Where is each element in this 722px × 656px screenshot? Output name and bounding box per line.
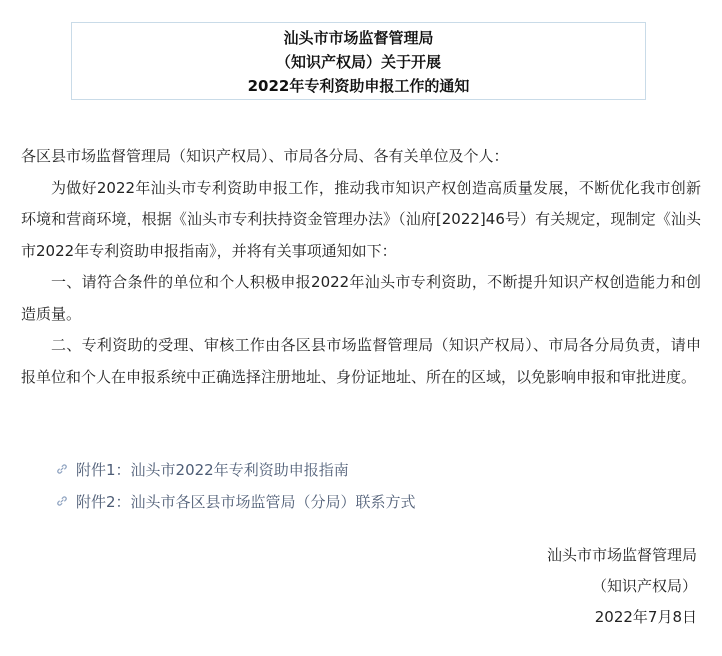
attachment-list — [55, 453, 675, 517]
signature-org-line-1: 汕头市市场监督管理局 — [546, 546, 697, 564]
attachment-label-2[interactable]: 附件2：汕头市各区县市场监管局（分局）联系方式 — [76, 492, 416, 511]
salutation: 各区县市场监督管理局（知识产权局）、市局各分局、各有关单位及个人： — [21, 147, 509, 165]
notice-title-box — [71, 22, 646, 100]
body-paragraph-intro: 为做好2022年汕头市专利资助申报工作，推动我市知识产权创造高质量发展，不断优化我市创新环境和营商环境，根据《汕头市专利扶持资金管理办法》（汕府[2022]46号）有关规定，现制定《汕头市2022年专利资助申报指南》，并将有关事项通知如下： — [21, 178, 701, 260]
title-line-2: （知识产权局）关于开展 — [275, 53, 441, 71]
link-icon — [55, 494, 69, 508]
notice-body — [21, 141, 701, 393]
link-icon — [55, 462, 69, 476]
attachment-link-2[interactable] — [55, 485, 675, 517]
attachment-label-1[interactable]: 附件1：汕头市2022年专利资助申报指南 — [76, 460, 349, 479]
title-line-1: 汕头市市场监督管理局 — [283, 29, 434, 47]
title-line-3: 2022年专利资助申报工作的通知 — [247, 77, 470, 95]
body-paragraph-item-1: 一、请符合条件的单位和个人积极申报2022年汕头市专利资助，不断提升知识产权创造能力和创造质量。 — [21, 273, 701, 323]
signature-org-line-2: （知识产权局） — [591, 577, 697, 595]
signature-block — [547, 540, 697, 633]
signature-date: 2022年7月8日 — [594, 608, 697, 626]
body-paragraph-item-2: 二、专利资助的受理、审核工作由各区县市场监督管理局（知识产权局）、市局各分局负责，请申报单位和个人在申报系统中正确选择注册地址、身份证地址、所在的区域，以免影响申报和审批进度。 — [21, 336, 701, 386]
attachment-link-1[interactable] — [55, 453, 675, 485]
